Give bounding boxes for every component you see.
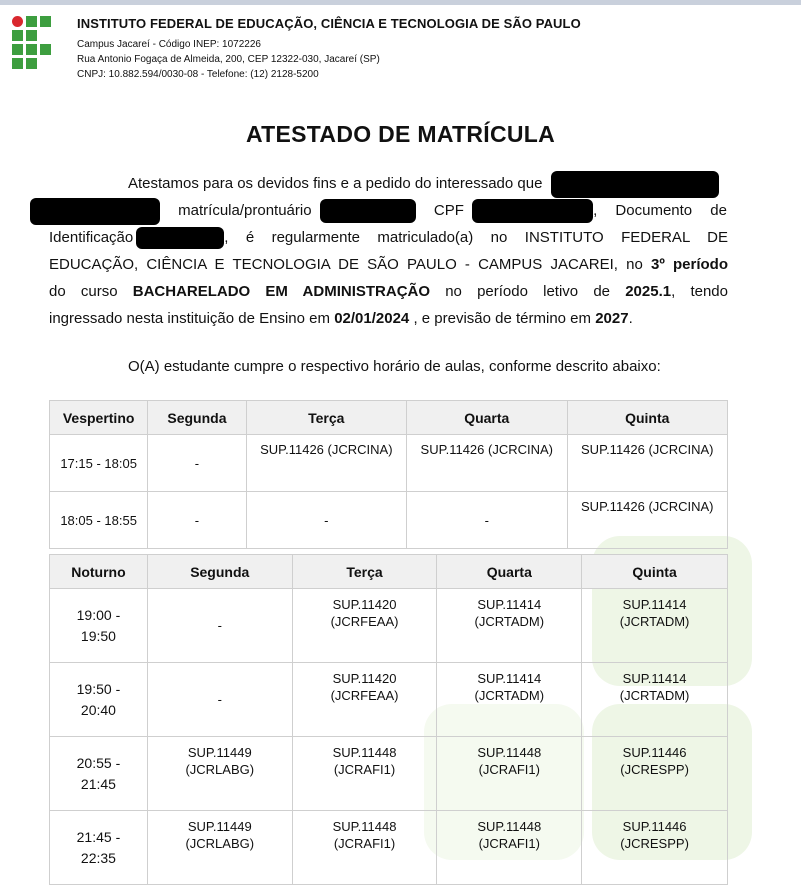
table-header: Noturno bbox=[50, 555, 148, 589]
cell-line: (JCRLABG) bbox=[185, 836, 255, 851]
table-header: Quinta bbox=[582, 555, 728, 589]
redacted-cpf bbox=[472, 199, 593, 223]
cell-line: SUP.11414 bbox=[477, 597, 542, 612]
period-dot: . bbox=[628, 310, 633, 327]
table-cell bbox=[292, 811, 437, 885]
noturno-table bbox=[49, 554, 728, 885]
cell-line: SUP.11448 bbox=[332, 745, 397, 760]
cell-line: (JCRAFI1) bbox=[333, 836, 396, 851]
cell-line: 19:00 - bbox=[76, 606, 121, 623]
cell-line: SUP.11414 bbox=[477, 671, 542, 686]
paragraph-line-5 bbox=[49, 278, 728, 305]
table-header: Segunda bbox=[148, 401, 246, 435]
cell-line: - bbox=[217, 692, 222, 707]
institution-logo bbox=[12, 16, 54, 70]
text: matrícula/prontuário bbox=[178, 202, 312, 219]
text: , Documento de bbox=[593, 202, 727, 219]
term: 2025.1 bbox=[625, 283, 672, 300]
top-border bbox=[0, 0, 801, 5]
table-cell bbox=[582, 663, 728, 737]
table-header: Quarta bbox=[437, 555, 582, 589]
cell-line: 22:35 bbox=[80, 849, 116, 866]
schedule-intro: O(A) estudante cumpre o respectivo horário de aulas, conforme descrito abaixo: bbox=[128, 358, 661, 375]
table-row bbox=[50, 435, 728, 492]
table-cell bbox=[582, 811, 728, 885]
cell-line: (JCRESPP) bbox=[620, 836, 689, 851]
table-cell: - bbox=[148, 435, 246, 492]
table-header: Quarta bbox=[407, 401, 567, 435]
table-cell bbox=[437, 811, 582, 885]
table-cell bbox=[437, 589, 582, 663]
end-year: 2027 bbox=[595, 310, 629, 327]
noturno-body bbox=[50, 589, 728, 885]
paragraph-line-3 bbox=[49, 224, 728, 251]
table-cell bbox=[147, 737, 292, 811]
text: , e previsão de término em bbox=[413, 310, 592, 327]
cell-line: (JCRAFI1) bbox=[478, 762, 540, 777]
address-line: Rua Antonio Fogaça de Almeida, 200, CEP 12322-030, Jacareí (SP) bbox=[77, 54, 380, 65]
text: , tendo bbox=[671, 283, 728, 300]
table-cell: SUP.11426 (JCRCINA) bbox=[567, 435, 728, 492]
redacted-registration bbox=[320, 199, 416, 223]
period: 3º período bbox=[651, 256, 729, 273]
text: no período letivo de bbox=[445, 283, 611, 300]
time-cell: 18:05 - 18:55 bbox=[50, 492, 148, 549]
table-cell: - bbox=[148, 492, 246, 549]
cell-line: 20:55 - bbox=[76, 754, 121, 771]
cell-line: SUP.11448 bbox=[477, 745, 542, 760]
table-cell bbox=[292, 589, 437, 663]
cell-line: 20:40 bbox=[80, 701, 116, 718]
table-header: Segunda bbox=[147, 555, 292, 589]
paragraph-line-1 bbox=[128, 170, 748, 198]
table-row bbox=[50, 811, 728, 885]
time-cell bbox=[50, 737, 148, 811]
table-row bbox=[50, 737, 728, 811]
page-title: ATESTADO DE MATRÍCULA bbox=[245, 121, 556, 147]
table-cell bbox=[437, 663, 582, 737]
table-cell: SUP.11426 (JCRCINA) bbox=[246, 435, 406, 492]
institution-header bbox=[77, 16, 581, 81]
cell-line: SUP.11446 bbox=[622, 745, 687, 760]
table-cell: SUP.11426 (JCRCINA) bbox=[407, 435, 567, 492]
text: , é regularmente matriculado(a) no INSTITUTO FEDERAL DE bbox=[224, 229, 728, 246]
cell-line: (JCRTADM) bbox=[474, 688, 545, 703]
paragraph-line-4 bbox=[49, 251, 728, 278]
table-header-row bbox=[50, 401, 728, 435]
course: BACHARELADO EM ADMINISTRAÇÃO bbox=[132, 283, 431, 300]
table-header: Terça bbox=[246, 401, 406, 435]
cell-line: SUP.11448 bbox=[477, 819, 542, 834]
institution-name: INSTITUTO FEDERAL DE EDUCAÇÃO, CIÊNCIA E TECNOLOGIA DE SÃO PAULO bbox=[77, 16, 581, 31]
cell-line: SUP.11446 bbox=[622, 819, 687, 834]
table-cell: - bbox=[407, 492, 567, 549]
cell-line: (JCRAFI1) bbox=[333, 762, 396, 777]
table-cell bbox=[437, 737, 582, 811]
cell-line: 21:45 - bbox=[76, 828, 121, 845]
table-cell bbox=[147, 663, 292, 737]
cell-line: SUP.11414 bbox=[622, 671, 687, 686]
table-row bbox=[50, 663, 728, 737]
table-row bbox=[50, 589, 728, 663]
text: EDUCAÇÃO, CIÊNCIA E TECNOLOGIA DE SÃO PAULO - CAMPUS JACAREI, no bbox=[49, 256, 643, 273]
redacted-name bbox=[551, 171, 719, 198]
table-cell: - bbox=[246, 492, 406, 549]
cell-line: (JCRESPP) bbox=[620, 762, 689, 777]
cell-line: (JCRAFI1) bbox=[478, 836, 540, 851]
table-cell bbox=[582, 737, 728, 811]
cell-line: SUP.11420 bbox=[332, 597, 397, 612]
cell-line: SUP.11414 bbox=[622, 597, 687, 612]
cell-line: SUP.11420 bbox=[332, 671, 397, 686]
cell-line: 19:50 bbox=[80, 627, 116, 644]
table-cell bbox=[292, 737, 437, 811]
paragraph-line-6 bbox=[49, 305, 728, 332]
table-cell: SUP.11426 (JCRCINA) bbox=[567, 492, 728, 549]
cell-line: 21:45 bbox=[80, 775, 116, 792]
text: do curso bbox=[49, 283, 118, 300]
cell-line: SUP.11448 bbox=[332, 819, 397, 834]
campus-line: Campus Jacareí - Código INEP: 1072226 bbox=[77, 39, 261, 50]
cell-line: (JCRTADM) bbox=[474, 614, 545, 629]
cell-line: (JCRFEAA) bbox=[330, 614, 399, 629]
cell-line: SUP.11449 bbox=[187, 819, 252, 834]
cell-line: (JCRTADM) bbox=[619, 614, 690, 629]
table-header-row bbox=[50, 555, 728, 589]
entry-date: 02/01/2024 bbox=[334, 310, 410, 327]
cell-line: SUP.11449 bbox=[187, 745, 252, 760]
cell-line: (JCRLABG) bbox=[185, 762, 255, 777]
cnpj-line: CNPJ: 10.882.594/0030-08 - Telefone: (12) 2128-5200 bbox=[77, 69, 319, 80]
cell-line: (JCRTADM) bbox=[619, 688, 690, 703]
table-cell bbox=[147, 811, 292, 885]
paragraph-line-2 bbox=[30, 197, 730, 225]
table-header: Terça bbox=[292, 555, 437, 589]
table-header: Vespertino bbox=[50, 401, 148, 435]
time-cell bbox=[50, 811, 148, 885]
text: Identificação bbox=[49, 229, 134, 246]
text: CPF bbox=[433, 202, 464, 219]
time-cell bbox=[50, 589, 148, 663]
table-cell bbox=[147, 589, 292, 663]
time-cell: 17:15 - 18:05 bbox=[50, 435, 148, 492]
table-cell bbox=[292, 663, 437, 737]
text: ingressado nesta instituição de Ensino em bbox=[49, 310, 331, 327]
table-header: Quinta bbox=[567, 401, 728, 435]
table-cell bbox=[582, 589, 728, 663]
redacted-id bbox=[136, 227, 224, 249]
time-cell bbox=[50, 663, 148, 737]
vespertino-table bbox=[49, 400, 728, 549]
cell-line: 19:50 - bbox=[76, 680, 121, 697]
logo-red-dot bbox=[12, 16, 23, 27]
cell-line: - bbox=[217, 618, 222, 633]
redacted-name bbox=[30, 198, 160, 225]
cell-line: (JCRFEAA) bbox=[330, 688, 399, 703]
text: Atestamos para os devidos fins e a pedido do interessado que bbox=[128, 175, 543, 192]
table-row bbox=[50, 492, 728, 549]
